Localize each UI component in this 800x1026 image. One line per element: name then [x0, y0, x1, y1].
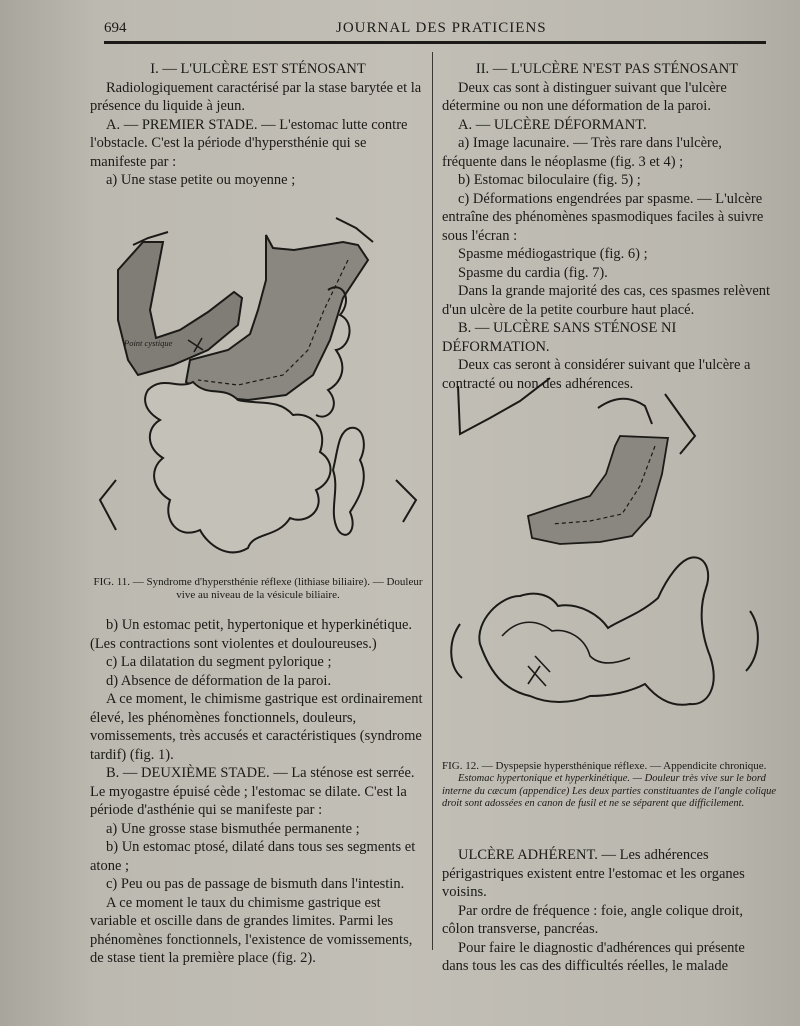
- journal-title: JOURNAL DES PRATICIENS: [336, 20, 547, 36]
- paragraph: Spasme du cardia (fig. 7).: [458, 264, 608, 281]
- paragraph: a) Une stase petite ou moyenne ;: [106, 172, 296, 188]
- paragraph: b) Un estomac petit, hypertonique et hyperkinétique. (Les contractions sont violentes et douloureuses.): [90, 617, 413, 652]
- paragraph: d) Absence de déformation de la paroi.: [106, 672, 332, 689]
- paragraph: b) Un estomac ptosé, dilaté dans tous ses segments et atone ;: [90, 839, 416, 874]
- paragraph: Radiologiquement caractérisé par la stase barytée et la présence du liquide à jeun.: [90, 79, 422, 114]
- paragraph: B. — DEUXIÈME STADE. — La sténose est serrée. Le myogastre épuisé cède ; l'estomac se dilate. C'est la période d'asthénie qui se manifeste par :: [90, 765, 415, 818]
- figure-12: [440, 366, 770, 756]
- subheading: A. — ULCÈRE DÉFORMANT.: [458, 116, 647, 133]
- paragraph: Deux cas seront à considérer suivant que l'ulcère a contracté ou non des adhérences.: [442, 357, 751, 392]
- paragraph: A ce moment, le chimisme gastrique est ordinairement élevé, les phénomènes fonctionnels, douleurs, vomissements, très accusés et caractéristiques (syndrome tardif) (fig. 1).: [90, 691, 423, 763]
- paragraph: c) Déformations engendrées par spasme. — L'ulcère entraîne des phénomènes spasmodiques faciles à suivre sous l'écran :: [442, 190, 764, 244]
- paragraph: c) Peu ou pas de passage de bismuth dans l'intestin.: [106, 876, 405, 892]
- paragraph: A. — PREMIER STADE. — L'estomac lutte contre l'obstacle. C'est la période d'hypersthénie qui se manifeste par :: [90, 116, 408, 170]
- right-column-bottom: [442, 846, 772, 976]
- figure-12-caption-block: [442, 760, 778, 811]
- section-heading-2: II. — L'ULCÈRE N'EST PAS STÉNOSANT: [475, 61, 739, 77]
- figure-11-drawing: [88, 200, 428, 570]
- paragraph: Pour faire le diagnostic d'adhérences qui présente dans tous les cas des difficultés réelles, le malade: [442, 939, 745, 974]
- figure-12-caption: FIG. 12. — Dyspepsie hypersthénique réflexe. — Appendicite chronique.: [442, 760, 767, 772]
- header-rule: [104, 41, 766, 44]
- paragraph: b) Estomac biloculaire (fig. 5) ;: [458, 172, 641, 188]
- figure-11-caption: FIG. 11. — Syndrome d'hypersthénie réflexe (lithiase biliaire). — Douleur vive au niveau de la vésicule biliaire.: [93, 576, 423, 601]
- paragraph: A ce moment le taux du chimisme gastrique est variable et oscille dans de grandes limites. Parmi les phénomènes fonctionnels, l'existence de vomissements, de stase tient la première place (fig. 2).: [90, 894, 413, 966]
- paragraph: a) Une grosse stase bismuthée permanente ;: [106, 820, 360, 837]
- paragraph: Spasme médiogastrique (fig. 6) ;: [458, 246, 648, 262]
- column-divider: [432, 52, 433, 950]
- paragraph: Dans la grande majorité des cas, ces spasmes relèvent d'un ulcère de la petite courbure haut placé.: [442, 283, 771, 318]
- subheading: B. — ULCÈRE SANS STÉNOSE NI DÉFORMATION.: [442, 320, 677, 355]
- paragraph: ULCÈRE ADHÉRENT. — Les adhérences périgastriques existent entre l'estomac et les organes voisins.: [442, 847, 745, 900]
- left-column-bottom: [90, 616, 426, 968]
- paragraph: c) La dilatation du segment pylorique ;: [106, 654, 332, 670]
- figure-12-drawing: [440, 366, 770, 756]
- figure-11-caption-block: [90, 576, 426, 602]
- point-cystique-label: Point cystique: [124, 338, 173, 348]
- right-column-top: [442, 60, 772, 393]
- paragraph: a) Image lacunaire. — Très rare dans l'ulcère, fréquente dans le néoplasme (fig. 3 et 4) ;: [442, 135, 722, 170]
- section-heading-1: I. — L'ULCÈRE EST STÉNOSANT: [150, 61, 366, 77]
- figure-12-caption-detail: Estomac hypertonique et hyperkinétique. — Douleur très vive sur le bord interne du cæcum (appendice) Les deux parties constituantes de l'angle colique droit sont adossées en canon de fusil et ne se séparent que difficilement.: [442, 773, 777, 809]
- paragraph: Deux cas sont à distinguer suivant que l'ulcère détermine ou non une déformation de la paroi.: [442, 79, 727, 114]
- page-number: 694: [104, 20, 127, 36]
- paragraph: Par ordre de fréquence : foie, angle colique droit, côlon transverse, pancréas.: [442, 902, 744, 937]
- left-column-top: [90, 60, 426, 190]
- figure-11: [88, 200, 428, 570]
